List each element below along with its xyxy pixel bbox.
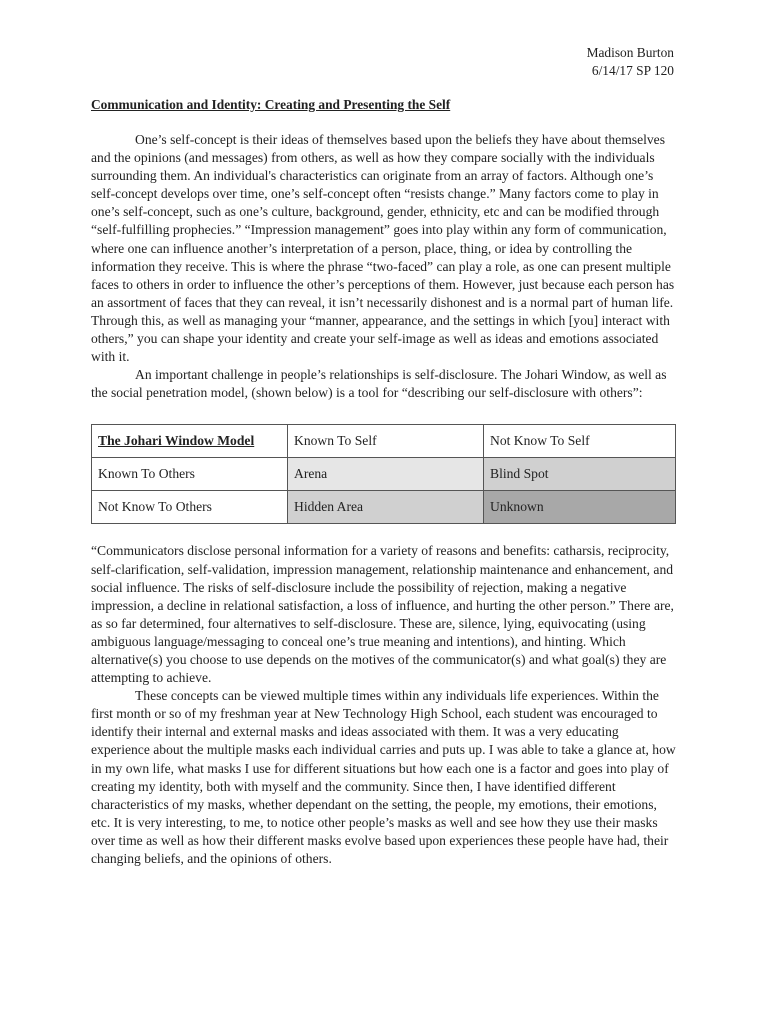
paragraph-personal-masks: These concepts can be viewed multiple times within any individuals life experiences. Within the first month or so of my freshman year at New Technology High School, each student was encouraged to identify their internal and external masks and ideas associated with them. It was a very educating experience about the multiple masks each individual carries and puts up. I was able to take a glance at, how in my own life, what masks I use for different situations but how each one is a factor and goes into play of creating my identity, both with myself and the community. Since then, I have identified different characteristics of my masks, whether dependant on the setting, the people, my emotions, their emotions, etc. It is very interesting, to me, to notice other people’s masks as well and see how they use their masks over time as well as how their different masks evolve based upon experiences these people have had, their changing beliefs, and the opinions of others.	[91, 688, 676, 866]
cell-arena: Arena	[288, 458, 484, 491]
date-course: 6/14/17 SP 120	[591, 63, 674, 78]
column-header-not-known-to-self: Not Know To Self	[484, 425, 676, 458]
row-label-known-to-others: Known To Others	[92, 458, 288, 491]
table-row	[92, 491, 676, 524]
table-corner-cell: The Johari Window Model	[92, 425, 288, 458]
author-name: Madison Burton	[586, 45, 674, 60]
paragraph-self-concept: One’s self-concept is their ideas of themselves based upon the beliefs they have about themselves and the opinions (and messages) from others, as well as how they compare socially with the individuals surrounding them. An individual's characteristics can originate from an array of factors. Although one’s self-concept develops over time, one’s self-concept often “resists change.” Many factors come to play in one’s self-concept, such as one’s culture, background, gender, ethnicity, etc and can be modified through “self-fulfilling prophecies.” “Impression management” goes into play within any form of communication, where one can influence another’s interpretation of a person, place, thing, or idea by controlling the information they receive. This is where the phrase “two-faced” can play a role, as one can present multiple faces to others in order to influence the other’s perceptions of them. However, just because each person has an assortment of faces that they can reveal, it isn’t necessarily dishonest and is a normal part of human life. Through this, as well as managing your “manner, appearance, and the settings in which [you] interact with others,” you can shape your identity and create your self-image as well as ideas and emotions associated with it.	[91, 132, 675, 365]
column-header-known-to-self: Known To Self	[288, 425, 484, 458]
row-label-not-known-to-others: Not Know To Others	[92, 491, 288, 524]
document-header	[91, 44, 674, 80]
paragraph-disclosure-reasons: “Communicators disclose personal information for a variety of reasons and benefits: catharsis, reciprocity, self-clarification, self-validation, impression management, relationship maintenance and enhancement, and social influence. The risks of self-disclosure include the possibility of rejection, making a negative impression, a decline in relational satisfaction, a loss of influence, and hurting the other person.” There are, as so far determined, four alternatives to self-disclosure. These are, silence, lying, equivocating (using ambiguous language/messaging to conceal one’s true meaning and intentions), and hinting. Which alternative(s) you choose to use depends on the motives of the communicator(s) and what goal(s) they are attempting to achieve.	[91, 543, 674, 686]
table-header-row	[92, 425, 676, 458]
table-row	[92, 458, 676, 491]
johari-table-container	[91, 424, 676, 524]
cell-unknown: Unknown	[484, 491, 676, 524]
cell-blind-spot: Blind Spot	[484, 458, 676, 491]
cell-hidden-area: Hidden Area	[288, 491, 484, 524]
paragraph-self-disclosure: An important challenge in people’s relationships is self-disclosure. The Johari Window, as well as the social penetration model, (shown below) is a tool for “describing our self-disclosure with others”:	[91, 367, 667, 401]
document-title: Communication and Identity: Creating and Presenting the Self	[91, 97, 451, 112]
johari-window-table	[91, 424, 676, 524]
